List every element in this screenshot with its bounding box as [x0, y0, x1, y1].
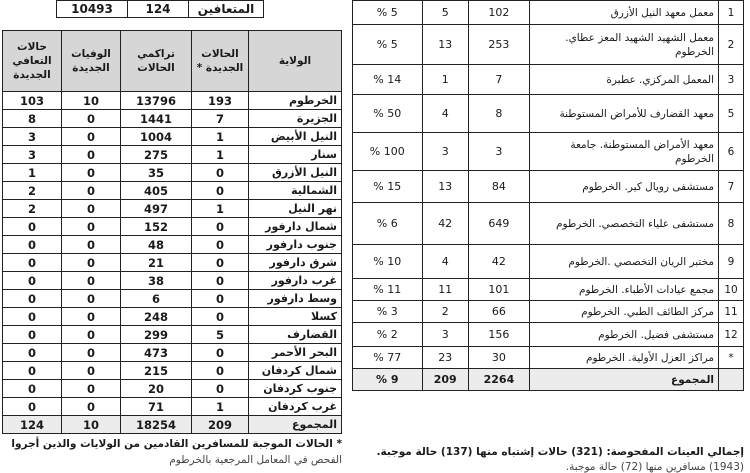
lab-number: 10 — [719, 279, 744, 301]
state-row — [3, 92, 342, 110]
state-new-cases: 193 — [192, 92, 249, 110]
lab-row — [353, 1, 744, 25]
lab-row — [353, 279, 744, 301]
state-name: الشمالية — [249, 182, 342, 200]
lab-positive: 23 — [422, 347, 468, 369]
state-row — [3, 254, 342, 272]
state-row — [3, 290, 342, 308]
labs-table — [352, 0, 744, 391]
state-row — [3, 110, 342, 128]
lab-samples: 7 — [468, 65, 529, 95]
lab-name: المعمل المركزي. عطبرة — [530, 65, 719, 95]
state-new-recoveries: 3 — [3, 146, 62, 164]
state-new-cases: 0 — [192, 272, 249, 290]
state-new-cases: 0 — [192, 308, 249, 326]
state-new-deaths: 0 — [62, 380, 121, 398]
lab-number: 11 — [719, 301, 744, 323]
lab-total-positive: 209 — [422, 369, 468, 391]
lab-total-samples: 2264 — [468, 369, 529, 391]
states-footnote: * الحالات الموجبة للمسافرين القادمين من الولايات والذين أجروا — [11, 438, 342, 450]
lab-row — [353, 133, 744, 171]
lab-name: معمل معهد النيل الأزرق — [530, 1, 719, 25]
state-name: الخرطوم — [249, 92, 342, 110]
state-new-deaths: 0 — [62, 326, 121, 344]
lab-number: 3 — [719, 65, 744, 95]
state-new-recoveries: 0 — [3, 326, 62, 344]
state-new-recoveries: 0 — [3, 272, 62, 290]
state-name: شمال دارفور — [249, 218, 342, 236]
lab-positive: 3 — [422, 133, 468, 171]
state-new-cases: 0 — [192, 254, 249, 272]
lab-samples: 156 — [468, 323, 529, 347]
state-new-deaths: 0 — [62, 272, 121, 290]
header-cumulative: تراكمي الحالات — [121, 31, 192, 92]
state-cumulative: 248 — [121, 308, 192, 326]
lab-row — [353, 323, 744, 347]
state-name: جنوب دارفور — [249, 236, 342, 254]
state-new-cases: 5 — [192, 326, 249, 344]
lab-positivity: 5 % — [353, 1, 423, 25]
state-new-deaths: 0 — [62, 146, 121, 164]
state-name: كسلا — [249, 308, 342, 326]
total-new-deaths: 10 — [62, 416, 121, 434]
state-new-recoveries: 0 — [3, 290, 62, 308]
states-total-row — [3, 416, 342, 434]
state-new-deaths: 0 — [62, 110, 121, 128]
state-cumulative: 6 — [121, 290, 192, 308]
state-cumulative: 13796 — [121, 92, 192, 110]
lab-positive: 42 — [422, 203, 468, 245]
state-row — [3, 128, 342, 146]
state-cumulative: 215 — [121, 362, 192, 380]
state-name: وسط دارفور — [249, 290, 342, 308]
state-name: الجزيرة — [249, 110, 342, 128]
state-cumulative: 152 — [121, 218, 192, 236]
lab-row — [353, 171, 744, 203]
lab-number: 9 — [719, 245, 744, 279]
state-row — [3, 182, 342, 200]
lab-number: 2 — [719, 25, 744, 65]
lab-positive: 4 — [422, 95, 468, 133]
state-name: نهر النيل — [249, 200, 342, 218]
lab-name: مختبر الريان التخصصي .الخرطوم — [530, 245, 719, 279]
state-cumulative: 405 — [121, 182, 192, 200]
lab-positive: 5 — [422, 1, 468, 25]
state-new-cases: 1 — [192, 128, 249, 146]
state-cumulative: 48 — [121, 236, 192, 254]
lab-row — [353, 95, 744, 133]
state-new-cases: 0 — [192, 362, 249, 380]
recovered-new: 124 — [128, 1, 189, 18]
state-new-deaths: 0 — [62, 398, 121, 416]
state-row — [3, 218, 342, 236]
state-name: القضارف — [249, 326, 342, 344]
lab-row — [353, 25, 744, 65]
lab-positivity: 11 % — [353, 279, 423, 301]
lab-number: 12 — [719, 323, 744, 347]
state-cumulative: 38 — [121, 272, 192, 290]
lab-samples: 66 — [468, 301, 529, 323]
samples-summary: إجمالي العينات المفحوصة: (321) حالات إشتباه منها (137) حالة موجبة. — [376, 446, 744, 458]
state-new-deaths: 0 — [62, 218, 121, 236]
state-row — [3, 146, 342, 164]
lab-total-label: المجموع — [530, 369, 719, 391]
recovered-total: 10493 — [57, 1, 128, 18]
state-new-recoveries: 0 — [3, 344, 62, 362]
lab-name: مركز الطائف الطبي. الخرطوم — [530, 301, 719, 323]
lab-number: 6 — [719, 133, 744, 171]
lab-name: معهد القضارف للأمراض المستوطنة — [530, 95, 719, 133]
lab-samples: 3 — [468, 133, 529, 171]
state-new-deaths: 0 — [62, 200, 121, 218]
state-new-cases: 0 — [192, 290, 249, 308]
lab-samples: 102 — [468, 1, 529, 25]
header-new-recoveries: حالات التعافي الجديدة — [3, 31, 62, 92]
lab-positive: 13 — [422, 171, 468, 203]
total-cumulative: 18254 — [121, 416, 192, 434]
state-new-deaths: 0 — [62, 182, 121, 200]
lab-row — [353, 203, 744, 245]
state-new-cases: 7 — [192, 110, 249, 128]
states-header-row — [3, 31, 342, 92]
state-cumulative: 299 — [121, 326, 192, 344]
lab-positivity: 50 % — [353, 95, 423, 133]
state-cumulative: 1004 — [121, 128, 192, 146]
lab-number: 5 — [719, 95, 744, 133]
state-row — [3, 308, 342, 326]
lab-row — [353, 65, 744, 95]
state-new-recoveries: 0 — [3, 380, 62, 398]
state-new-deaths: 0 — [62, 290, 121, 308]
state-new-recoveries: 2 — [3, 200, 62, 218]
header-new-cases: الحالات الجديدة * — [192, 31, 249, 92]
total-new-cases: 209 — [192, 416, 249, 434]
state-name: شرق دارفور — [249, 254, 342, 272]
state-row — [3, 380, 342, 398]
lab-number: 1 — [719, 1, 744, 25]
state-row — [3, 344, 342, 362]
state-new-deaths: 0 — [62, 236, 121, 254]
state-new-deaths: 0 — [62, 164, 121, 182]
total-new-recoveries: 124 — [3, 416, 62, 434]
state-new-recoveries: 2 — [3, 182, 62, 200]
state-new-recoveries: 0 — [3, 236, 62, 254]
lab-row — [353, 245, 744, 279]
states-table — [2, 30, 342, 434]
lab-positivity: 10 % — [353, 245, 423, 279]
state-cumulative: 473 — [121, 344, 192, 362]
lab-number: 8 — [719, 203, 744, 245]
lab-samples: 84 — [468, 171, 529, 203]
lab-name: معمل الشهيد الشهيد المعز عطاي. الخرطوم — [530, 25, 719, 65]
state-new-deaths: 0 — [62, 308, 121, 326]
lab-samples: 8 — [468, 95, 529, 133]
lab-positivity: 2 % — [353, 323, 423, 347]
lab-name: معهد الأمراض المستوطنة. جامعة الخرطوم — [530, 133, 719, 171]
lab-name: مستشفى علياء التخصصي. الخرطوم — [530, 203, 719, 245]
lab-name: مستشفى رويال كير. الخرطوم — [530, 171, 719, 203]
lab-row — [353, 347, 744, 369]
lab-row — [353, 301, 744, 323]
lab-positivity: 5 % — [353, 25, 423, 65]
recovered-summary-strip — [56, 0, 264, 18]
state-new-recoveries: 3 — [3, 128, 62, 146]
recovered-label: المتعافين — [189, 1, 264, 18]
state-new-cases: 0 — [192, 182, 249, 200]
state-row — [3, 236, 342, 254]
lab-positivity: 6 % — [353, 203, 423, 245]
state-cumulative: 21 — [121, 254, 192, 272]
state-new-cases: 0 — [192, 164, 249, 182]
state-row — [3, 272, 342, 290]
header-state: الولاية — [249, 31, 342, 92]
states-footnote-continued: الفحص في المعامل المرجعية بالخرطوم — [169, 454, 342, 466]
labs-body — [353, 1, 744, 391]
state-row — [3, 362, 342, 380]
state-new-cases: 0 — [192, 344, 249, 362]
state-new-cases: 1 — [192, 146, 249, 164]
lab-name: مراكز العزل الأولية. الخرطوم — [530, 347, 719, 369]
lab-samples: 30 — [468, 347, 529, 369]
state-new-deaths: 10 — [62, 92, 121, 110]
state-cumulative: 20 — [121, 380, 192, 398]
state-new-cases: 1 — [192, 398, 249, 416]
state-new-deaths: 0 — [62, 254, 121, 272]
state-name: غرب كردفان — [249, 398, 342, 416]
lab-positivity: 15 % — [353, 171, 423, 203]
state-new-recoveries: 0 — [3, 254, 62, 272]
lab-positivity: 77 % — [353, 347, 423, 369]
state-new-deaths: 0 — [62, 128, 121, 146]
state-new-recoveries: 0 — [3, 362, 62, 380]
lab-samples: 101 — [468, 279, 529, 301]
lab-name: مستشفى فضيل. الخرطوم — [530, 323, 719, 347]
state-row — [3, 398, 342, 416]
lab-positive: 1 — [422, 65, 468, 95]
lab-samples: 253 — [468, 25, 529, 65]
state-new-cases: 1 — [192, 200, 249, 218]
state-new-recoveries: 103 — [3, 92, 62, 110]
state-cumulative: 497 — [121, 200, 192, 218]
lab-positivity: 3 % — [353, 301, 423, 323]
states-body — [3, 92, 342, 434]
total-label: المجموع — [249, 416, 342, 434]
lab-samples: 649 — [468, 203, 529, 245]
lab-total-positivity: 9 % — [353, 369, 423, 391]
lab-positive: 13 — [422, 25, 468, 65]
lab-total-number — [719, 369, 744, 391]
state-cumulative: 275 — [121, 146, 192, 164]
lab-positive: 4 — [422, 245, 468, 279]
state-name: البحر الأحمر — [249, 344, 342, 362]
state-name: جنوب كردفان — [249, 380, 342, 398]
lab-samples: 42 — [468, 245, 529, 279]
lab-positivity: 14 % — [353, 65, 423, 95]
lab-number: 7 — [719, 171, 744, 203]
lab-positive: 11 — [422, 279, 468, 301]
state-name: غرب دارفور — [249, 272, 342, 290]
state-cumulative: 1441 — [121, 110, 192, 128]
lab-positive: 3 — [422, 323, 468, 347]
state-row — [3, 326, 342, 344]
state-name: سنار — [249, 146, 342, 164]
header-new-deaths: الوفيات الجديدة — [62, 31, 121, 92]
state-new-recoveries: 0 — [3, 398, 62, 416]
state-name: النيل الأبيض — [249, 128, 342, 146]
state-new-recoveries: 1 — [3, 164, 62, 182]
state-name: شمال كردفان — [249, 362, 342, 380]
state-new-cases: 0 — [192, 236, 249, 254]
travelers-summary: (1943) مسافرين منها (72) حالة موجبة. — [565, 461, 744, 473]
state-row — [3, 164, 342, 182]
state-new-deaths: 0 — [62, 362, 121, 380]
state-name: النيل الأزرق — [249, 164, 342, 182]
state-new-recoveries: 8 — [3, 110, 62, 128]
lab-positivity: 100 % — [353, 133, 423, 171]
lab-number: * — [719, 347, 744, 369]
state-row — [3, 200, 342, 218]
state-cumulative: 71 — [121, 398, 192, 416]
state-new-cases: 0 — [192, 218, 249, 236]
lab-positive: 2 — [422, 301, 468, 323]
state-cumulative: 35 — [121, 164, 192, 182]
state-new-recoveries: 0 — [3, 308, 62, 326]
lab-name: مجمع عيادات الأطباء. الخرطوم — [530, 279, 719, 301]
state-new-deaths: 0 — [62, 344, 121, 362]
labs-total-row — [353, 369, 744, 391]
state-new-cases: 0 — [192, 380, 249, 398]
state-new-recoveries: 0 — [3, 218, 62, 236]
